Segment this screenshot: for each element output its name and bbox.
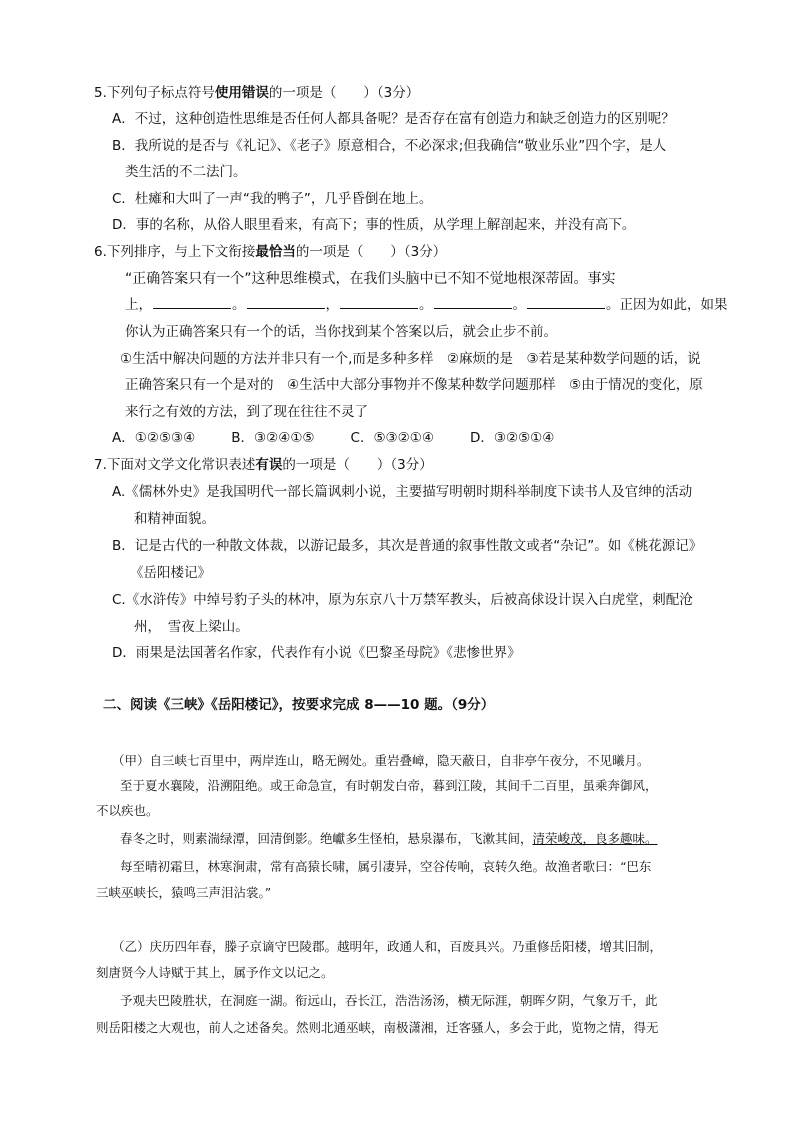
q6-choice-b[interactable]: B．③②④①⑤ <box>231 430 315 446</box>
q6-blank-4[interactable] <box>434 296 512 309</box>
q5-stem <box>94 84 419 102</box>
q5-stem-bold: 使用错误 <box>214 85 269 101</box>
q7-stem-suffix: 的一项是（ ）（3分） <box>282 457 433 473</box>
q7-option-d: D．雨果是法国著名作家，代表作有小说《巴黎圣母院》《悲惨世界》 <box>112 645 521 661</box>
q7-stem-prefix: 7.下面对文学文化常识表述 <box>94 457 256 473</box>
q6-sentences-line3: 来行之有效的方法，到了现在往往不灵了 <box>125 404 368 420</box>
passage-b-line2: 刻唐贤今人诗赋于其上，属予作文以记之。 <box>96 965 334 980</box>
q6-passage-line2-start: 上， <box>125 297 152 313</box>
passage-a-line5: 每至晴初霜旦，林寒涧肃，常有高猿长啸，属引凄异，空谷传响，哀转久绝。故渔者歌曰：“巴东 <box>120 859 652 874</box>
q6-blank-1[interactable] <box>153 296 231 309</box>
q6-passage-line3: 你认为正确答案只有一个的话，当你找到某个答案以后，就会止步不前。 <box>125 324 557 340</box>
q7-option-a-line2: 和精神面貌。 <box>134 511 215 527</box>
q7-stem <box>94 456 433 474</box>
q7-option-b-line2: 《岳阳楼记》 <box>130 565 211 581</box>
passage-a-line4-main: 春冬之时，则素湍绿潭，回清倒影。绝巘多生怪柏，悬泉瀑布，飞漱其间， <box>120 831 533 846</box>
q7-option-a-line1: A.《儒林外史》是我国明代一部长篇讽刺小说，主要描写明朝时期科举制度下读书人及官绅的活动 <box>112 484 693 500</box>
q6-stem <box>94 243 446 261</box>
q5-option-d: D．事的名称，从俗人眼里看来，有高下；事的性质，从学理上解剖起来，并没有高下。 <box>112 217 636 233</box>
q6-choice-d[interactable]: D．③②⑤①④ <box>469 430 555 446</box>
q6-sentences-line2: 正确答案只有一个是对的 ④生活中大部分事物并不像某种数学问题那样 ⑤由于情况的变化，原 <box>125 377 703 393</box>
q6-choices <box>112 429 590 447</box>
q6-passage-line2: 上， 。 ， 。 。 。正因为如此，如果 <box>125 297 728 313</box>
passage-a-line1: （甲）自三峡七百里中，两岸连山，略无阙处。重岩叠嶂，隐天蔽日，自非亭午夜分，不见曦月。 <box>112 753 650 768</box>
q6-blank-2[interactable] <box>247 296 325 309</box>
q6-sentences-line1: ①生活中解决问题的方法并非只有一个,而是多种多样 ②麻烦的是 ③若是某种数学问题的话，说 <box>120 351 701 367</box>
q5-option-c: C．杜瘫和大叫了一声“我的鸭子”，几乎昏倒在地上。 <box>112 191 433 207</box>
q6-choice-c[interactable]: C．⑤③②①④ <box>350 430 434 446</box>
q6-passage-line2-end: 。正因为如此，如果 <box>606 297 728 313</box>
passage-b-line3: 予观夫巴陵胜状，在洞庭一湖。衔远山，吞长江，浩浩汤汤，横无际涯，朝晖夕阴，气象万千，此 <box>120 993 658 1008</box>
passage-a-line3: 不以疾也。 <box>96 803 159 818</box>
q6-stem-suffix: 的一项是（ ）（3分） <box>295 244 447 260</box>
q7-option-b-line1: B．记是古代的一种散文体裁，以游记最多，其次是普通的叙事性散文或者“杂记”。如《桃花源记》 <box>112 538 703 554</box>
q6-blank-5[interactable] <box>527 296 605 309</box>
section2-title: 二、阅读《三峡》《岳阳楼记》，按要求完成 8——10 题。（9分） <box>103 697 495 713</box>
q5-stem-suffix: 的一项是（ ）（3分） <box>268 85 420 101</box>
q6-choice-a[interactable]: A．①②⑤③④ <box>112 430 196 446</box>
q6-passage-line1: “正确答案只有一个”这种思维模式，在我们头脑中已不知不觉地根深蒂固。事实 <box>125 271 616 287</box>
q5-stem-prefix: 5.下列句子标点符号 <box>94 85 215 101</box>
passage-a-line6: 三峡巫峡长，猿鸣三声泪沾裳。” <box>96 885 272 900</box>
q7-option-c-line1: C.《水浒传》中绰号豹子头的林冲，原为东京八十万禁军教头，后被高俅设计误入白虎堂，刺配沧 <box>112 592 693 608</box>
q5-option-a: A．不过，这种创造性思维是否任何人都具备呢？是否存在富有创造力和缺乏创造力的区别呢？ <box>112 111 675 127</box>
q5-option-b-line1: B．我所说的是否与《礼记》、《老子》原意相合，不必深求;但我确信“敬业乐业”四个字，是人 <box>112 138 667 154</box>
passage-a-line4 <box>120 830 658 848</box>
q6-blank-3[interactable] <box>340 296 418 309</box>
passage-b-line1: （乙）庆历四年春，滕子京谪守巴陵郡。越明年，政通人和，百废具兴。乃重修岳阳楼，增其旧制， <box>112 939 663 954</box>
q7-option-c-line2: 州， 雪夜上梁山。 <box>134 619 249 635</box>
passage-b-line4: 则岳阳楼之大观也，前人之述备矣。然则北通巫峡，南极潇湘，迁客骚人，多会于此，览物之情，得无 <box>96 1020 659 1035</box>
q5-option-b-line2: 类生活的不二法门。 <box>125 164 247 180</box>
q7-stem-bold: 有误 <box>255 457 283 473</box>
passage-a-underlined-phrase: 清荣峻茂，良多趣味。 <box>532 831 658 846</box>
passage-a-line2: 至于夏水襄陵，沿溯阻绝。或王命急宣，有时朝发白帝，暮到江陵，其间千二百里，虽乘奔御风， <box>120 778 658 793</box>
q6-stem-bold: 最恰当 <box>255 244 296 260</box>
q6-stem-prefix: 6.下列排序，与上下文衔接 <box>94 244 256 260</box>
